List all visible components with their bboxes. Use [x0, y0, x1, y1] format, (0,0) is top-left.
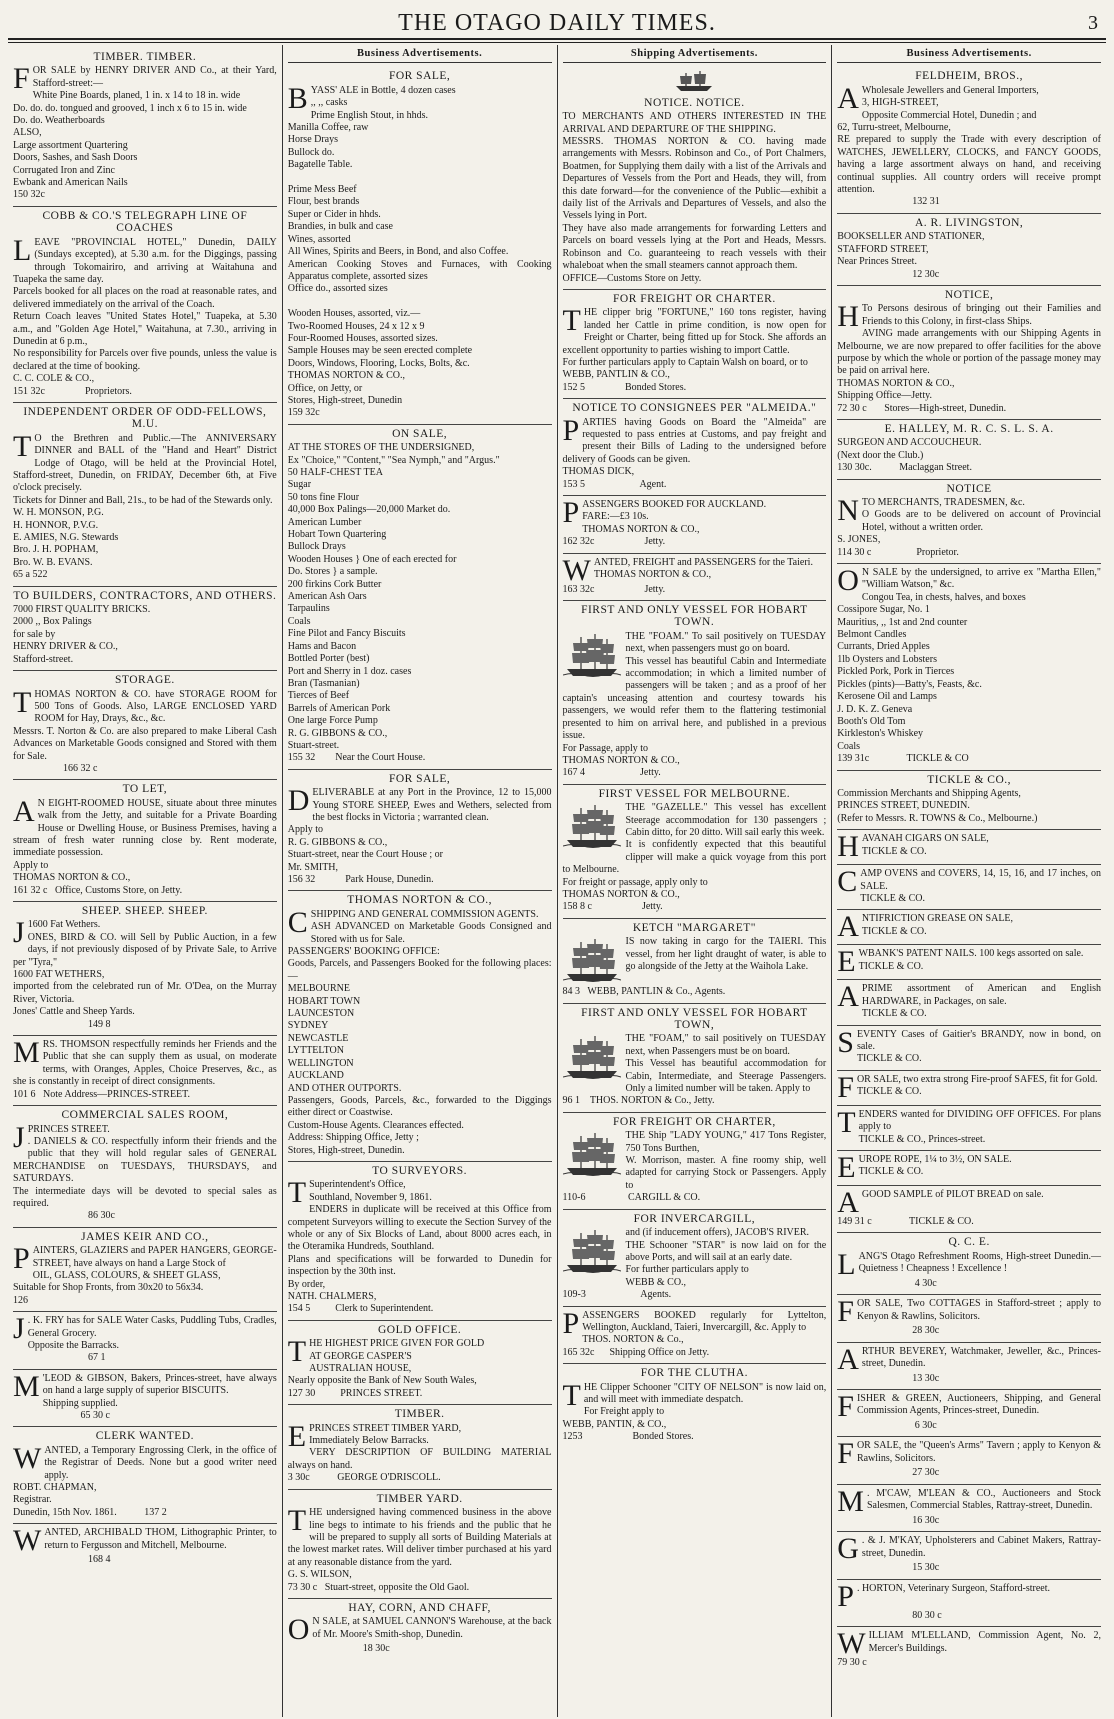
ad-reference-number: 65 a 522 [13, 569, 48, 581]
advertisement [563, 1307, 827, 1365]
drop-capital: H [837, 300, 859, 334]
ad-heading: NOTICE [946, 482, 992, 495]
advertisement [837, 830, 1101, 865]
ad-body: O the Brethren and Public.—The ANNIVERSARY DINNER and BALL of the "Hand and Heart" District Lodge of Otago, will be held at the Provincial Hotel, Stafford-street, Dunedin, on FRIDAY, December 6th, at Five o'clock precisely. Tickets for Dinner and Ball, 21s., to be had of the Stewards only. W. H. MONSON, P.G. H. HONNOR, P.V.G. E. AMIES, N.G. Stewards Bro. J. H. POPHAM, Bro. W. B. EVANS. [13, 432, 277, 568]
advertisement [13, 1312, 277, 1370]
advertisement [837, 1437, 1101, 1484]
sailing-ship-icon [563, 631, 621, 679]
ad-reference-number: 28 30c [837, 1325, 940, 1337]
ad-reference-number: 110-6 CARGILL & CO. [562, 1192, 701, 1204]
advertisement [288, 1162, 552, 1321]
ad-body: HE HIGHEST PRICE GIVEN FOR GOLD AT GEORGE CASPER'S AUSTRALIAN HOUSE, Nearly opposite the Bank of New South Wales, [287, 1338, 485, 1387]
ad-reference-number: 151 32c Proprietors. [13, 385, 132, 397]
advertisement [837, 1026, 1101, 1071]
ad-heading: COMMERCIAL SALES ROOM, [61, 1109, 229, 1122]
ad-body: PRIME assortment of American and English HARDWARE, in Packages, on sale. TICKLE & CO. [861, 983, 1101, 1020]
ad-body: 7000 FIRST QUALITY BRICKS. 2000 ,, Box Palings for sale by HENRY DRIVER & CO., Stafford-street. [13, 604, 151, 665]
column-2 [283, 45, 558, 1717]
ad-body: HE clipper brig "FORTUNE," 160 tons register, having landed her Cattle in prime condition, is now open for Freight or Charter, being fitted up for Stock. She affords an excellent opportunity to parties wishing to import Cattle. For further particulars apply to Captain Walsh on board, or to WEBB, PANTLIN & CO., [562, 307, 827, 381]
ad-reference-number: 79 30 c [837, 1657, 867, 1669]
ad-body: OR SALE, the "Queen's Arms" Tavern ; apply to Kenyon & Rawlins, Solicitors. [856, 1440, 1101, 1464]
advertisement [13, 48, 277, 207]
advertisement [837, 1151, 1101, 1186]
ad-heading: JAMES KEIR AND CO., [81, 1230, 209, 1243]
ad-reference-number: 126 [13, 1294, 28, 1306]
ad-body: AMP OVENS and COVERS, 14, 15, 16, and 17 inches, on SALE. TICKLE & CO. [860, 868, 1101, 904]
ad-reference-number: 130 30c. Maclaggan Street. [837, 462, 972, 474]
ad-heading: TO SURVEYORS. [372, 1164, 468, 1177]
drop-capital: P [837, 1579, 854, 1613]
ad-reference-number: 13 30c [837, 1372, 940, 1384]
advertisement [837, 1233, 1101, 1295]
ad-reference-number: 165 32c Shipping Office on Jetty. [562, 1346, 710, 1358]
sailing-ship-icon [563, 802, 621, 850]
sailing-ship-icon [563, 936, 621, 984]
ad-reference-number: 65 30 c [13, 1410, 110, 1422]
ad-reference-number: 155 32 Near the Court House. [287, 752, 426, 764]
ad-body: . M'CAW, M'LEAN & CO., Auctioneers and Stock Salesmen, Commercial Stables, Rattray-street, Dunedin. [866, 1487, 1101, 1512]
drop-capital: O [287, 1613, 310, 1647]
advertisement [837, 1106, 1101, 1151]
ad-body: HE undersigned having commenced business in the above line begs to intimate to his friends and the public that he will be prepared to supply all sorts of Building Materials at the lowest market rates. Will deliver timber purchased at his yard at any reasonable distance from the yard. G. S. WILSON, [287, 1507, 552, 1581]
ad-reference-number: 158 8 c Jetty. [562, 901, 663, 913]
ad-heading: THOMAS NORTON & CO., [347, 894, 493, 907]
drop-capital: E [837, 945, 856, 979]
drop-capital: A [13, 794, 35, 828]
ad-body: AINTERS, GLAZIERS and PAPER HANGERS, GEORGE-STREET, have always on hand a Large Stock of OIL, GLASS, COLOURS, & SHEET GLASS, Suitable for Shop Fronts, from 30x20 to 56x34. [13, 1245, 277, 1294]
advertisement [837, 420, 1101, 480]
ad-reference-number: 109-3 Agents. [562, 1289, 672, 1301]
advertisement [563, 785, 827, 919]
ad-body: OR SALE, two extra strong Fire-proof SAFES, fit for Gold. TICKLE & CO. [856, 1073, 1098, 1098]
advertisement [288, 1321, 552, 1405]
ad-reference-number: 154 5 Clerk to Superintendent. [287, 1303, 434, 1315]
ad-body: IS now taking in cargo for the TAIERI. This vessel, from her light draught of water, is able to go alongside of the Jetty at the Waihola Lake. [625, 936, 827, 972]
drop-capital: W [13, 1441, 42, 1475]
ad-body: WBANK'S PATENT NAILS. 100 kegs assorted on sale. TICKLE & CO. [858, 948, 1084, 972]
ad-reference-number: 73 30 c Stuart-street, opposite the Old Gaol. [287, 1581, 470, 1593]
advertisement [563, 1113, 827, 1210]
ad-body: THE "FOAM." To sail positively on TUESDAY next, when passengers must go on board. This vessel has beautiful Cabin and Intermediate accommodation; in which a limited number of passengers will be taken ; and as a proof of her captain's unceasing attention and courtesy towards his passengers, we would refer them to the flattering testimonial presented to him on arrival here, and published in a previous issue. For Passage, apply to THOMAS NORTON & CO., [562, 630, 827, 766]
advertisement [837, 980, 1101, 1025]
ad-body: HE Clipper Schooner "CITY OF NELSON" is now laid on, and will meet with immediate despatch. For Freight apply to WEBB, PANTIN, & CO., [562, 1381, 827, 1430]
ad-reference-number: 18 30c [287, 1643, 390, 1655]
advertisement [837, 1295, 1101, 1342]
column-1 [8, 45, 283, 1717]
ad-reference-number: 114 30 c Proprietor. [837, 546, 959, 558]
ad-body: NTIFRICTION GREASE ON SALE, TICKLE & CO. [861, 913, 1014, 937]
drop-capital: M [837, 1484, 864, 1518]
advertisement [837, 1532, 1101, 1579]
advertisement [13, 1370, 277, 1428]
drop-capital: P [562, 413, 580, 447]
ad-reference-number: 12 30c [837, 268, 940, 280]
drop-capital: L [13, 233, 32, 267]
ad-body: BOOKSELLER AND STATIONER, STAFFORD STREET, Near Princes Street. [837, 231, 985, 268]
drop-capital: J [13, 1312, 25, 1346]
drop-capital: T [13, 429, 32, 463]
ad-body: ANG'S Otago Refreshment Rooms, High-street Dunedin.—Quietness ! Cheapness ! Excellence ! [858, 1250, 1101, 1275]
ad-reference-number: 16 30c [837, 1514, 940, 1526]
ad-body: OR SALE, Two COTTAGES in Stafford-street ; apply to Kenyon & Rawlins, Solicitors. [856, 1298, 1101, 1322]
drop-capital: W [13, 1524, 42, 1558]
ad-heading: TICKLE & CO., [927, 773, 1012, 786]
masthead [8, 6, 1106, 40]
column-heading: Shipping Advertisements. [563, 48, 827, 63]
ad-heading: INDEPENDENT ORDER OF ODD-FELLOWS, M.U. [23, 405, 267, 431]
ad-body: YASS' ALE in Bottle, 4 dozen cases ,, ,, casks Prime English Stout, in hhds. Manilla Coffee, raw Horse Drays Bullock do. Bagatelle Table. Prime Mess Beef Flour, best brands Super or Cider in hhds. Brandies, in bulk and case Wines, assorted All Wines, Spirits and Beers, in Bond, and also Coffee. American Cooking Stoves and Furnaces, with Cooking Apparatus complete, assorted sizes Office do., assorted sizes Wooden Houses, assorted, viz.— Two-Roomed Houses, 24 x 12 x 9 Four-Roomed Houses, assorted sizes. Sample Houses may be seen erected complete Doors, Windows, Flooring, Locks, Bolts, &c. THOMAS NORTON & CO., Office, on Jetty, or Stores, High-street, Dunedin [287, 84, 552, 406]
drop-capital: S [837, 1025, 854, 1059]
ad-heading: E. HALLEY, M. R. C. S. L. S. A. [884, 422, 1054, 435]
ad-heading: SHEEP. SHEEP. SHEEP. [81, 905, 208, 917]
advertisement [288, 770, 552, 892]
ad-body: ENDERS wanted for DIVIDING OFF OFFICES. For plans apply to TICKLE & CO., Princes-street. [858, 1108, 1101, 1145]
drop-capital: J [13, 1120, 25, 1154]
ad-reference-number: 167 4 Jetty. [562, 767, 661, 779]
ad-reference-number: 152 5 Bonded Stores. [562, 381, 687, 393]
ad-reference-number: 72 30 c Stores—High-street, Dunedin. [837, 402, 1007, 414]
ad-reference-number: 84 3 WEBB, PANTLIN & Co., Agents. [562, 986, 726, 998]
ad-heading: FOR THE CLUTHA. [640, 1367, 749, 1380]
advertisement [837, 945, 1101, 980]
ad-body: ANTED, FREIGHT and PASSENGERS for the Taieri. THOMAS NORTON & CO., [593, 556, 813, 581]
ad-reference-number: 67 1 [13, 1352, 106, 1364]
ad-reference-number: 80 30 c [837, 1609, 942, 1621]
drop-capital: A [837, 980, 859, 1014]
drop-capital: O [837, 564, 859, 598]
ad-body: SHIPPING AND GENERAL COMMISSION AGENTS. ASH ADVANCED on Marketable Goods Consigned and Stored with us for Sale. PASSENGERS' BOOKING OFFICE: Goods, Parcels, and Passengers Booked for the following places:— MELBOURNE HOBART TOWN LAUNCESTON SYDNEY NEWCASTLE LYTTELTON WELLINGTON AUCKLAND AND OTHER OUTPORTS. Passengers, Goods, Parcels, &c., forwarded to the Diggings either direct or Coastwise. Custom-House Agents. Clearances effected. Address: Shipping Office, Jetty ; Stores, High-street, Dunedin. [287, 908, 552, 1156]
column-4 [832, 45, 1106, 1717]
ad-reference-number: 166 32 c [13, 762, 98, 774]
advertisement [288, 891, 552, 1162]
ad-reference-number: 163 32c Jetty. [562, 583, 666, 595]
advertisement [837, 480, 1101, 564]
drop-capital: F [837, 1390, 854, 1424]
ad-body: EVENTY Cases of Gaitier's BRANDY, now in bond, on sale. TICKLE & CO. [856, 1028, 1101, 1065]
ad-body: To Persons desirous of bringing out their Families and Friends to this Colony, in first-class Ships. AVING made arrangements with our Shipping Agents in Melbourne, we are now prepared to offer facilities for the above purpose by which the whole or portion of the passage money may be paid on arrival here. THOMAS NORTON & CO., Shipping Office—Jetty. [837, 303, 1101, 402]
ad-body: ARTIES having Goods on Board the "Almeida" are requested to pass entries at Customs, and pay freight and present their Bills of Lading to the undersigned before delivery of Goods can be given. THOMAS DICK, [562, 416, 827, 478]
ad-body: PRINCES STREET. . DANIELS & CO. respectfully inform their friends and the public that they will hold regular sales of GENERAL MERCHANDISE on TUESDAYS, THURSDAYS, and SATURDAYS. The intermediate days will be devoted to special sales as required. [13, 1123, 277, 1209]
drop-capital: D [287, 784, 310, 818]
advertisement [563, 496, 827, 554]
drop-capital: P [562, 496, 580, 529]
advertisement [563, 919, 827, 1004]
advertisement [13, 1524, 277, 1570]
ad-heading: FOR SALE, [388, 772, 451, 785]
advertisement [288, 1490, 552, 1599]
advertisement [563, 554, 827, 601]
sailing-ship-icon [563, 1227, 621, 1275]
advertisement [837, 1485, 1101, 1532]
ad-body: ILLIAM M'LELLAND, Commission Agent, No. 2, Mercer's Buildings. [868, 1630, 1101, 1654]
advertisement [13, 1228, 277, 1312]
advertisement [13, 671, 277, 780]
ad-reference-number: 3 30c GEORGE O'DRISCOLL. [287, 1472, 441, 1484]
ad-heading: Q. C. E. [948, 1236, 990, 1249]
ad-body: TO MERCHANTS AND OTHERS INTERESTED IN THE ARRIVAL AND DEPARTURE OF THE SHIPPING. MESSRS. THOMAS NORTON & CO. having made arrangements with Messrs. Robinson and Co., of Port Chalmers, Boatmen, for Supplying them daily with a list of the Arrivals and Departures of Vessels from the Port and Heads, they will, from this date forward—for the convenience of the Public—exhibit a daily list of the Arrivals and Departures of Vessels, and also the Vessels lying in Port. They have also made arrangements for forwarding Letters and Parcels on board vessels lying at the Port and Heads, Messrs. Robinson and Co. guaranteeing to reach vessels with their whaleboat when the small steamers cannot approach them. OFFICE—Customs Store on Jetty. [562, 111, 827, 284]
ad-reference-number: 127 30 PRINCES STREET. [287, 1387, 423, 1399]
advertisement [563, 67, 827, 290]
drop-capital: T [562, 1378, 581, 1412]
advertisement [13, 403, 277, 587]
ad-heading: HAY, CORN, AND CHAFF, [348, 1601, 491, 1614]
ad-heading: TO BUILDERS, CONTRACTORS, AND OTHERS. [13, 589, 277, 602]
drop-capital: P [13, 1242, 30, 1276]
drop-capital: L [837, 1247, 856, 1281]
advertisement [13, 902, 277, 1036]
column-heading: Business Advertisements. [837, 48, 1101, 63]
advertisement [288, 425, 552, 770]
ad-reference-number: 101 6 Note Address—PRINCES-STREET. [13, 1088, 191, 1100]
ad-body: EAVE "PROVINCIAL HOTEL," Dunedin, DAILY (Sundays excepted), at 5.30 a.m. for the Diggings, passing through Tokomairiro, and arriving at Waitahuna and Tuapeka the same day. Parcels booked for all places on the road at reasonable rates, and delivered immediately on the arrival of the Coach. Return Coach leaves "United States Hotel," Tuapeka, at 5.30 a.m., and "Golden Age Hotel," Waitahuna, at 7.30., arriving in Dunedin at 6 p.m., No responsibility for Parcels over five pounds, unless the value is declared at the time of booking. C. C. COLE & CO., [13, 236, 277, 385]
column-3 [558, 45, 833, 1717]
advertisement [837, 1071, 1101, 1106]
columns-container [8, 45, 1106, 1717]
advertisement [837, 865, 1101, 910]
advertisement [13, 207, 277, 403]
drop-capital: A [837, 1342, 859, 1376]
drop-capital: F [13, 62, 30, 96]
ad-body: N SALE, at SAMUEL CANNON'S Warehouse, at the back of Mr. Moore's Smith-shop, Dunedin. [312, 1616, 552, 1640]
ad-body: GOOD SAMPLE of PILOT BREAD on sale. [861, 1189, 1044, 1201]
drop-capital: C [287, 905, 308, 939]
advertisement [837, 1186, 1101, 1233]
ad-heading: NOTICE, [944, 288, 994, 301]
ad-body: ANTED, a Temporary Engrossing Clerk, in the office of the Registrar of Deeds. None but a good writer need apply. ROBT. CHAPMAN, Registrar. [13, 1444, 277, 1506]
ad-heading: KETCH "MARGARET" [632, 921, 756, 934]
ad-body: HOMAS NORTON & CO. have STORAGE ROOM for 500 Tons of Goods. Also, LARGE ENCLOSED YARD ROOM for Hay, Drays, &c., &c. Messrs. T. Norton & Co. are also prepared to make Liberal Cash Advances on Marketable Goods consigned and Stored with them for Sale. [13, 688, 277, 762]
drop-capital: A [837, 81, 859, 115]
ad-body: ANTED, ARCHIBALD THOM, Lithographic Printer, to return to Fergusson and Mitchell, Melbourne. [44, 1527, 277, 1551]
advertisement [288, 1405, 552, 1489]
advertisement [563, 1364, 827, 1447]
ad-body: Commission Merchants and Shipping Agents, PRINCES STREET, DUNEDIN. (Refer to Messrs. R. TOWNS & Co., Melbourne.) [837, 787, 1038, 824]
advertisement [837, 1343, 1101, 1390]
advertisement [563, 601, 827, 785]
page-number: 3 [1088, 12, 1098, 34]
drop-capital: M [13, 1036, 40, 1070]
ad-heading: NOTICE. NOTICE. [644, 96, 745, 109]
ad-body: SURGEON AND ACCOUCHEUR. (Next door the Club.) [837, 437, 982, 461]
ad-reference-number: 86 30c [13, 1210, 115, 1222]
ad-heading: FIRST AND ONLY VESSEL FOR HOBART TOWN. [581, 604, 808, 629]
drop-capital: A [837, 1186, 859, 1220]
drop-capital: A [837, 910, 859, 944]
ad-heading: FIRST VESSEL FOR MELBOURNE. [598, 787, 791, 800]
drop-capital: E [837, 1151, 856, 1185]
ad-body: N SALE by the undersigned, to arrive ex "Martha Ellen," "William Watson," &c. Congou Tea, in chests, halves, and boxes Cossipore Sugar, No. 1 Mauritius, ,, 1st and 2nd counter Belmont Candles Currants, Dried Apples 1lb Oysters and Lobsters Pickled Pork, Pork in Tierces Pickles (pints)—Batty's, Feasts, &c. Kerosene Oil and Lamps J. D. K. Z. Geneva Booth's Old Tom Kirkleston's Whiskey Coals [837, 567, 1101, 752]
drop-capital: T [562, 304, 581, 338]
ad-heading: FOR FREIGHT OR CHARTER. [613, 292, 776, 305]
drop-capital: T [837, 1105, 856, 1139]
advertisement [288, 1599, 552, 1660]
drop-capital: N [837, 494, 859, 527]
sailing-ship-icon [563, 1130, 621, 1178]
ad-body: OR SALE by HENRY DRIVER AND Co., at their Yard, Stafford-street:— White Pine Boards, planed, 1 in. x 14 to 18 in. wide Do. do. do. tongued and grooved, 1 inch x 6 to 15 in. wide Do. do. Weatherboards ALSO, Large assortment Quartering Doors, Sashes, and Sash Doors Corrugated Iron and Zinc Ewbank and American Nails [13, 65, 277, 189]
ad-reference-number: 149 31 c TICKLE & CO. [837, 1216, 974, 1228]
ad-reference-number: 4 30c [837, 1277, 937, 1289]
ad-heading: TO LET, [122, 783, 168, 796]
ad-reference-number: 15 30c [837, 1562, 940, 1574]
sailing-ship-icon [563, 1033, 621, 1081]
drop-capital: P [562, 1306, 580, 1340]
ad-heading: FIRST AND ONLY VESSEL FOR HOBART TOWN, [581, 1006, 808, 1031]
ad-heading: ON SALE, [392, 427, 448, 440]
ad-body: RTHUR BEVEREY, Watchmaker, Jeweller, &c., Princes-street, Dunedin. [861, 1345, 1101, 1370]
ad-reference-number: 132 31 [837, 196, 940, 208]
advertisement [288, 67, 552, 424]
drop-capital: G [837, 1532, 859, 1566]
ad-body: ELIVERABLE at any Port in the Province, 12 to 15,000 Young STORE SHEEP, Ewes and Wethers, selected from the best flocks in Victoria ; warranted clean. Apply to R. G. GIBBONS & CO., Stuart-street, near the Court House ; or Mr. SMITH, [287, 787, 552, 873]
drop-capital: E [287, 1419, 307, 1453]
drop-capital: W [837, 1627, 866, 1661]
ad-reference-number: 27 30c [837, 1467, 940, 1479]
drop-capital: T [287, 1335, 307, 1369]
ad-reference-number: 153 5 Agent. [562, 478, 667, 490]
drop-capital: F [837, 1070, 854, 1104]
ad-body: . & J. M'KAY, Upholsterers and Cabinet Makers, Rattray-street, Dunedin. [861, 1535, 1101, 1559]
drop-capital: J [13, 916, 25, 950]
ad-body: UROPE ROPE, 1¼ to 3½, ON SALE. TICKLE & CO. [858, 1154, 1012, 1178]
ad-body: . K. FRY has for SALE Water Casks, Puddling Tubs, Cradles, General Grocery. Opposite the Barracks. [27, 1315, 277, 1351]
ad-body: PRINCES STREET TIMBER YARD, Immediately Below Barracks. VERY DESCRIPTION OF BUILDING MATERIAL always on hand. [287, 1422, 552, 1471]
advertisement [837, 910, 1101, 945]
ad-reference-number: 139 31c TICKLE & CO [837, 753, 969, 765]
ad-body: TO MERCHANTS, TRADESMEN, &c. O Goods are to be delivered on account of Provincial Hotel, without a written order. S. JONES, [837, 497, 1101, 546]
ad-reference-number: 150 32c [13, 189, 45, 201]
ad-heading: A. R. LIVINGSTON, [914, 216, 1024, 229]
ad-heading: GOLD OFFICE. [377, 1323, 462, 1336]
advertisement [837, 286, 1101, 420]
ad-body: AVANAH CIGARS ON SALE, TICKLE & CO. [861, 833, 989, 857]
ad-body: 'LEOD & GIBSON, Bakers, Princes-street, have always on hand a large supply of superior BISCUITS. Shipping supplied. [42, 1372, 277, 1409]
advertisement [837, 564, 1101, 771]
ad-reference-number: Dunedin, 15th Nov. 1861. 137 2 [13, 1506, 167, 1518]
ad-body: ASSENGERS BOOKED FOR AUCKLAND. FARE:—£3 10s. THOMAS NORTON & CO., [582, 499, 767, 535]
ad-body: . HORTON, Veterinary Surgeon, Stafford-street. [856, 1582, 1051, 1594]
advertisement [837, 1580, 1101, 1627]
advertisement [563, 1210, 827, 1307]
ad-body: ASSENGERS BOOKED regularly for Lyttelton, Wellington, Auckland, Taieri, Invercargill, &c. Apply to THOS. NORTON & Co., [582, 1309, 827, 1346]
ad-reference-number: 96 1 THOS. NORTON & Co., Jetty. [562, 1095, 715, 1107]
ad-heading: FOR FREIGHT OR CHARTER, [613, 1115, 776, 1128]
ship-emblem-icon [563, 70, 827, 96]
ad-reference-number: 168 4 [13, 1554, 111, 1566]
drop-capital: F [837, 1295, 854, 1329]
ad-heading: TIMBER YARD. [376, 1492, 463, 1505]
ad-heading: COBB & CO.'S TELEGRAPH LINE OF COACHES [42, 209, 248, 235]
ad-body: THE "GAZELLE." This vessel has excellent Steerage accommodation for 130 passengers ; Cabin ditto, for 20 ditto. Will sail early this week. It is confidently expected that this beautiful clipper will make a quick voyage from this port to Melbourne. For freight or passage, apply only to THOMAS NORTON & CO., [562, 802, 827, 900]
ad-heading: CLERK WANTED. [95, 1430, 195, 1443]
advertisement [13, 1427, 277, 1524]
ad-heading: STORAGE. [115, 674, 175, 687]
advertisement [13, 587, 277, 671]
ad-body: AT THE STORES OF THE UNDERSIGNED, Ex "Choice," "Content," "Sea Nymph," and "Argus." 50 HALF-CHEST TEA Sugar 50 tons fine Flour 40,000 Box Palings—20,000 Market do. American Lumber Hobart Town Quartering Bullock Drays Wooden Houses } One of each erected for Do. Stores } a sample. 200 firkins Cork Butter American Ash Oars Tarpaulins Coals Fine Pilot and Fancy Biscuits Hams and Bacon Bottled Porter (best) Port and Sherry in 1 doz. cases Bran (Tasmanian) Tierces of Beef Barrels of American Pork One large Force Pump R. G. GIBBONS & CO., Stuart-street. [287, 442, 500, 751]
ad-body: Superintendent's Office, Southland, November 9, 1861. ENDERS in duplicate will be received at this Office from competent Surveyors willing to execute the Section Survey of the whole or any of Six Blocks of Land, about 8000 acres each, in the Oteramika Hundreds, Southland. Plans and specifications will be forwarded to Dunedin for inspection by the 30th inst. By order, NATH. CHALMERS, [287, 1179, 552, 1302]
advertisement [563, 290, 827, 399]
drop-capital: M [13, 1369, 40, 1403]
column-heading: Business Advertisements. [288, 48, 552, 63]
ad-body: ISHER & GREEN, Auctioneers, Shipping, and General Commission Agents, Princes-street, Dunedin. [856, 1393, 1101, 1417]
advertisement [837, 67, 1101, 213]
advertisement [837, 1627, 1101, 1673]
advertisement [563, 1004, 827, 1113]
drop-capital: W [562, 553, 591, 587]
drop-capital: T [287, 1176, 307, 1210]
ad-body: THE "FOAM," to sail positively on TUESDAY next, when Passengers must be on board. This Vessel has beautiful accommodation for Cabin, Intermediate, and Steerage Passengers. Only a limited number will be taken. Apply to [625, 1033, 827, 1095]
ad-body: N EIGHT-ROOMED HOUSE, situate about three minutes walk from the Jetty, and suitable for a Private Boarding House or Dwelling House, or Business Premises, having a stream of fresh water running close by. Rent moderate, immediate possession. Apply to THOMAS NORTON & CO., [13, 797, 277, 884]
drop-capital: F [837, 1437, 854, 1471]
drop-capital: H [837, 830, 859, 864]
ad-reference-number: 1253 Bonded Stores. [562, 1431, 694, 1443]
ad-heading: FELDHEIM, BROS., [915, 70, 1023, 83]
advertisement [563, 399, 827, 496]
ad-heading: NOTICE TO CONSIGNEES PER "ALMEIDA." [572, 402, 817, 415]
drop-capital: B [287, 81, 308, 115]
advertisement [837, 214, 1101, 286]
advertisement [13, 780, 277, 902]
ad-reference-number: 159 32c [287, 407, 320, 419]
drop-capital: T [287, 1504, 307, 1538]
drop-capital: T [13, 685, 32, 719]
ad-heading: TIMBER. TIMBER. [93, 51, 197, 63]
ad-reference-number: 161 32 c Office, Customs Store, on Jetty. [13, 884, 183, 896]
advertisement [13, 1036, 277, 1106]
ad-body: RS. THOMSON respectfully reminds her Friends and the Public that she can supply them as usual, on moderate terms, with Oranges, Apples, Choice Preserves, &c., as she is constantly in receipt of direct consignments. [13, 1039, 277, 1088]
ad-reference-number: 156 32 Park House, Dunedin. [287, 874, 434, 885]
ad-heading: FOR SALE, [388, 70, 451, 83]
ad-body: Wholesale Jewellers and General Importers, 3, HIGH-STREET, Opposite Commercial Hotel, Dunedin ; and 62, Turru-street, Melbourne, RE prepared to supply the Trade with every description of WATCHES, JEWELLERY, CLOCKS, and FANCY GOODS, having a large assortment always on hand, and receiving continual supplies. All country orders will receive prompt attention. [837, 84, 1101, 196]
ad-body: THE Ship "LADY YOUNG," 417 Tons Register, 750 Tons Burthen, W. Morrison, master. A fine roomy ship, well adapted for carrying Stock or Passengers. Apply to [625, 1130, 827, 1191]
ad-reference-number: 6 30c [837, 1420, 937, 1432]
ad-body: 1600 Fat Wethers. ONES, BIRD & CO. will Sell by Public Auction, in a few days, if not previously disposed of by Private Sale, to Arrive per "Tyra," 1600 FAT WETHERS, imported from the celebrated run of Mr. O'Dea, on the Murray River, Victoria. Jones' Cattle and Sheep Yards. [13, 919, 277, 1018]
ad-heading: TIMBER. [394, 1408, 445, 1421]
newspaper-title: THE OTAGO DAILY TIMES. [398, 10, 716, 36]
ad-reference-number: 149 8 [13, 1018, 111, 1030]
advertisement [13, 1106, 277, 1228]
advertisement [837, 1390, 1101, 1437]
ad-body: and (if inducement offers), JACOB'S RIVER. THE Schooner "STAR" is now laid on for the above Ports, and will sail at an early date. For further particulars apply to WEBB & CO., [625, 1227, 827, 1288]
ad-heading: FOR INVERCARGILL, [633, 1212, 756, 1225]
advertisement [837, 771, 1101, 831]
drop-capital: C [837, 865, 858, 899]
ad-reference-number: 162 32c Jetty. [562, 536, 666, 548]
